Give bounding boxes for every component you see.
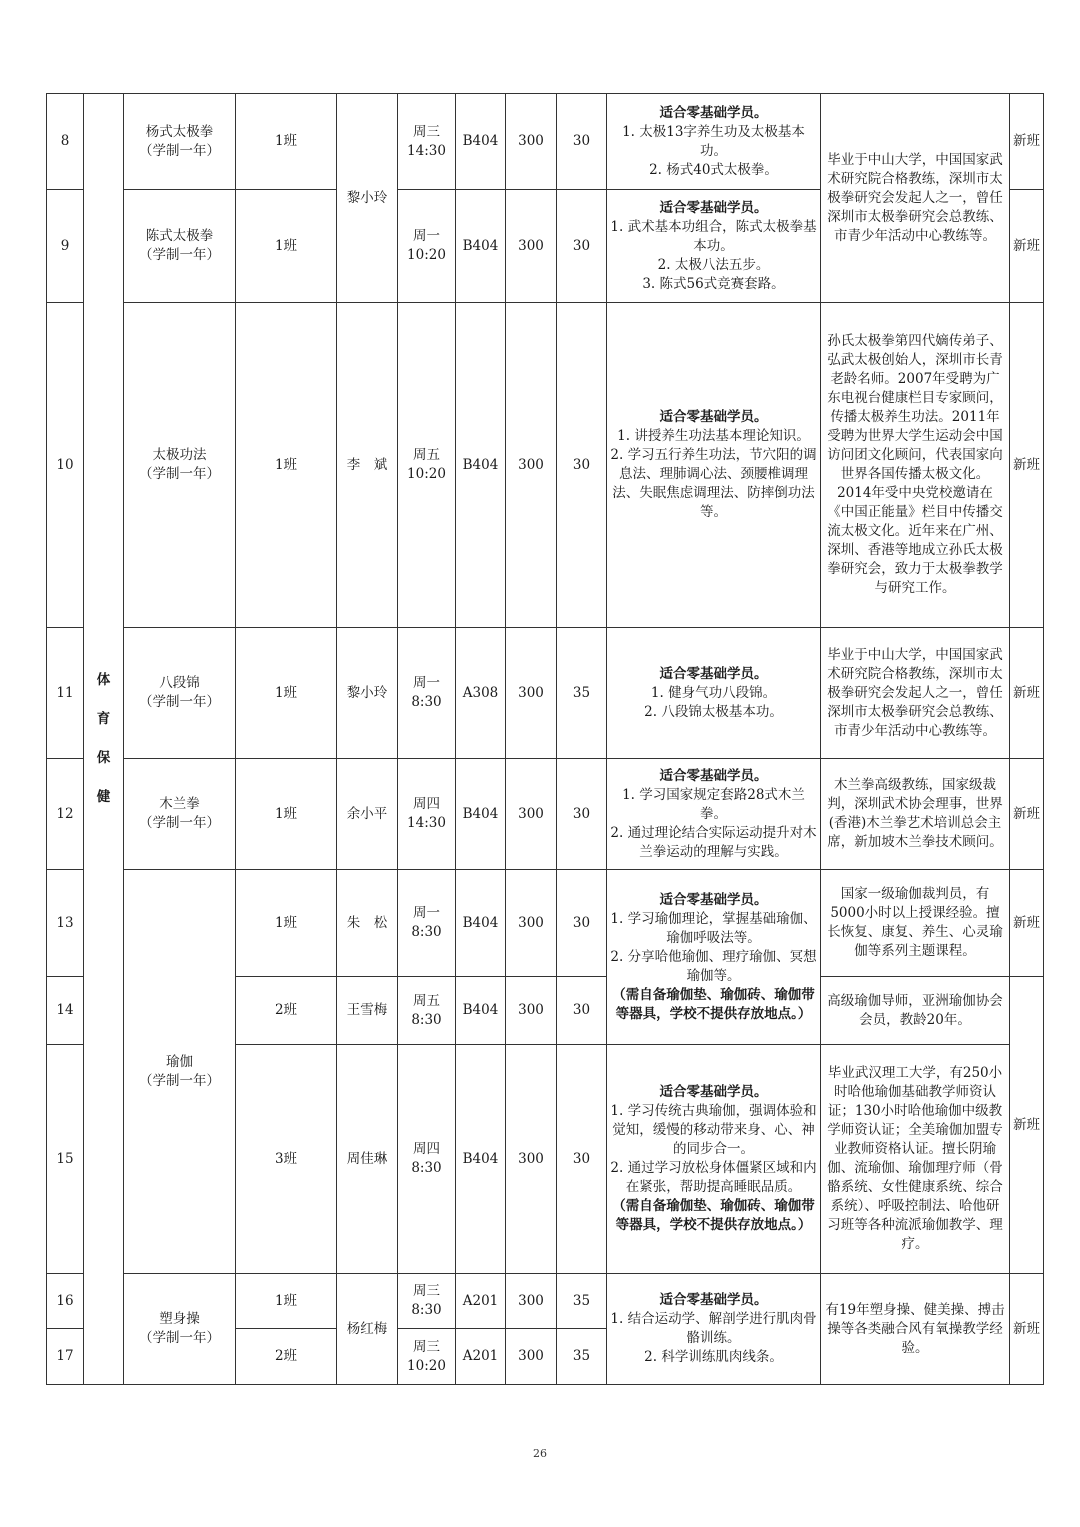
row-number: 15 <box>47 1045 84 1274</box>
page-number: 26 <box>533 1447 547 1460</box>
fee: 300 <box>506 303 557 628</box>
status-label: 新班 <box>1010 94 1044 190</box>
teacher-bio: 高级瑜伽导师，亚洲瑜伽协会会员，教龄20年。 <box>821 977 1010 1045</box>
classroom: B404 <box>456 870 506 977</box>
fee: 300 <box>506 870 557 977</box>
classroom: A201 <box>456 1274 506 1329</box>
fee: 300 <box>506 759 557 870</box>
teacher-name: 周佳琳 <box>337 1045 398 1274</box>
class-name: 1班 <box>236 190 337 303</box>
capacity: 30 <box>557 1045 607 1274</box>
fee: 300 <box>506 94 557 190</box>
table-row <box>47 94 1044 190</box>
course-content: 适合零基础学员。 1. 学习瑜伽理论，掌握基础瑜伽、瑜伽呼吸法等。 2. 分享哈他瑜伽、理疗瑜伽、冥想瑜伽等。 （需自备瑜伽垫、瑜伽砖、瑜伽带等器具，学校不提供存放地点。） <box>607 870 821 1045</box>
row-number: 10 <box>47 303 84 628</box>
teacher-bio: 有19年塑身操、健美操、搏击操等各类融合风有氧操教学经验。 <box>821 1274 1010 1385</box>
row-number: 9 <box>47 190 84 303</box>
fee: 300 <box>506 190 557 303</box>
teacher-bio: 毕业武汉理工大学，有250小时哈他瑜伽基础教学师资认证；130小时哈他瑜伽中级教学师资认证；全美瑜伽加盟专业教师资格认证。擅长阴瑜伽、流瑜伽、瑜伽理疗师（骨骼系统、女性健康系统、综合系统）、呼吸控制法、哈他研习班等各种流派瑜伽教学、理疗。 <box>821 1045 1010 1274</box>
capacity: 30 <box>557 94 607 190</box>
teacher-bio: 毕业于中山大学，中国国家武术研究院合格教练，深圳市太极拳研究会发起人之一，曾任深圳市太极拳研究会总教练、市青少年活动中心教练等。 <box>821 94 1010 303</box>
teacher-bio: 毕业于中山大学，中国国家武术研究院合格教练，深圳市太极拳研究会发起人之一，曾任深圳市太极拳研究会总教练、市青少年活动中心教练等。 <box>821 628 1010 759</box>
fee: 300 <box>506 1329 557 1385</box>
capacity: 30 <box>557 759 607 870</box>
class-name: 1班 <box>236 1274 337 1329</box>
course-name: 陈式太极拳 （学制一年） <box>124 190 236 303</box>
class-name: 3班 <box>236 1045 337 1274</box>
classroom: B404 <box>456 1045 506 1274</box>
row-number: 11 <box>47 628 84 759</box>
class-name: 2班 <box>236 977 337 1045</box>
table-row <box>47 628 1044 759</box>
table-row <box>47 303 1044 628</box>
course-name: 太极功法 （学制一年） <box>124 303 236 628</box>
capacity: 30 <box>557 870 607 977</box>
classroom: B404 <box>456 190 506 303</box>
class-time: 周三 8:30 <box>398 1274 456 1329</box>
class-name: 2班 <box>236 1329 337 1385</box>
capacity: 35 <box>557 1329 607 1385</box>
status-label: 新班 <box>1010 190 1044 303</box>
fee: 300 <box>506 977 557 1045</box>
class-name: 1班 <box>236 870 337 977</box>
fee: 300 <box>506 1045 557 1274</box>
course-name: 瑜伽 （学制一年） <box>124 870 236 1274</box>
course-content: 适合零基础学员。 1. 健身气功八段锦。 2. 八段锦太极基本功。 <box>607 628 821 759</box>
classroom: A201 <box>456 1329 506 1385</box>
teacher-name: 王雪梅 <box>337 977 398 1045</box>
class-time: 周一 8:30 <box>398 870 456 977</box>
teacher-name: 黎小玲 <box>337 94 398 303</box>
class-time: 周四 14:30 <box>398 759 456 870</box>
fee: 300 <box>506 1274 557 1329</box>
table-row <box>47 759 1044 870</box>
teacher-bio: 国家一级瑜伽裁判员，有5000小时以上授课经验。擅长恢复、康复、养生、心灵瑜伽等系列主题课程。 <box>821 870 1010 977</box>
classroom: B404 <box>456 977 506 1045</box>
row-number: 12 <box>47 759 84 870</box>
status-label: 新班 <box>1010 870 1044 977</box>
course-content: 适合零基础学员。 1. 结合运动学、解剖学进行肌肉骨骼训练。 2. 科学训练肌肉线条。 <box>607 1274 821 1385</box>
status-label: 新班 <box>1010 977 1044 1274</box>
capacity: 35 <box>557 1274 607 1329</box>
category-label: 体 育 保 健 <box>96 672 111 805</box>
status-label: 新班 <box>1010 1274 1044 1385</box>
class-time: 周一 8:30 <box>398 628 456 759</box>
course-name: 杨式太极拳 （学制一年） <box>124 94 236 190</box>
course-content: 适合零基础学员。 1. 学习国家规定套路28式木兰拳。 2. 通过理论结合实际运动提升对木兰拳运动的理解与实践。 <box>607 759 821 870</box>
course-content: 适合零基础学员。 1. 武术基本功组合，陈式太极拳基本功。 2. 太极八法五步。 3. 陈式56式竞赛套路。 <box>607 190 821 303</box>
teacher-name: 余小平 <box>337 759 398 870</box>
classroom: B404 <box>456 759 506 870</box>
class-name: 1班 <box>236 303 337 628</box>
row-number: 8 <box>47 94 84 190</box>
capacity: 30 <box>557 303 607 628</box>
course-name: 八段锦 （学制一年） <box>124 628 236 759</box>
classroom: B404 <box>456 303 506 628</box>
row-number: 13 <box>47 870 84 977</box>
fee: 300 <box>506 628 557 759</box>
class-name: 1班 <box>236 759 337 870</box>
row-number: 14 <box>47 977 84 1045</box>
class-time: 周五 10:20 <box>398 303 456 628</box>
status-label: 新班 <box>1010 628 1044 759</box>
classroom: A308 <box>456 628 506 759</box>
class-time: 周五 8:30 <box>398 977 456 1045</box>
row-number: 16 <box>47 1274 84 1329</box>
teacher-name: 黎小玲 <box>337 628 398 759</box>
class-time: 周三 10:20 <box>398 1329 456 1385</box>
class-time: 周一 10:20 <box>398 190 456 303</box>
category-cell <box>84 94 124 1385</box>
teacher-bio: 木兰拳高级教练，国家级裁判，深圳武术协会理事，世界(香港)木兰拳艺术培训总会主席，新加坡木兰拳技术顾问。 <box>821 759 1010 870</box>
status-label: 新班 <box>1010 759 1044 870</box>
status-label: 新班 <box>1010 303 1044 628</box>
course-schedule-table <box>46 93 1044 1385</box>
classroom: B404 <box>456 94 506 190</box>
teacher-bio: 孙氏太极拳第四代嫡传弟子、弘武太极创始人，深圳市长青老龄名师。2007年受聘为广东电视台健康栏目专家顾问，传播太极养生功法。2011年受聘为世界大学生运动会中国访问团文化顾问，代表国家向世界各国传播太极文化。2014年受中央党校邀请在《中国正能量》栏目中传播交流太极文化。近年来在广州、深圳、香港等地成立孙氏太极拳研究会，致力于太极拳教学与研究工作。 <box>821 303 1010 628</box>
teacher-name: 李 斌 <box>337 303 398 628</box>
course-content: 适合零基础学员。 1. 讲授养生功法基本理论知识。 2. 学习五行养生功法，节穴阳的调息法、理肺调心法、颈腰椎调理法、失眠焦虑调理法、防摔倒功法等。 <box>607 303 821 628</box>
class-time: 周三 14:30 <box>398 94 456 190</box>
teacher-name: 朱 松 <box>337 870 398 977</box>
course-name: 木兰拳 （学制一年） <box>124 759 236 870</box>
course-name: 塑身操 （学制一年） <box>124 1274 236 1385</box>
class-time: 周四 8:30 <box>398 1045 456 1274</box>
table-row <box>47 1274 1044 1329</box>
class-name: 1班 <box>236 94 337 190</box>
course-content: 适合零基础学员。 1. 太极13字养生功及太极基本功。 2. 杨式40式太极拳。 <box>607 94 821 190</box>
course-content: 适合零基础学员。 1. 学习传统古典瑜伽，强调体验和觉知，缓慢的移动带来身、心、神的同步合一。 2. 通过学习放松身体僵紧区域和内在紧张，帮助提高睡眠品质。 （需自备瑜伽垫、瑜伽砖、瑜伽带等器具，学校不提供存放地点。） <box>607 1045 821 1274</box>
teacher-name: 杨红梅 <box>337 1274 398 1385</box>
table-row <box>47 870 1044 977</box>
capacity: 30 <box>557 977 607 1045</box>
row-number: 17 <box>47 1329 84 1385</box>
capacity: 30 <box>557 190 607 303</box>
capacity: 35 <box>557 628 607 759</box>
class-name: 1班 <box>236 628 337 759</box>
